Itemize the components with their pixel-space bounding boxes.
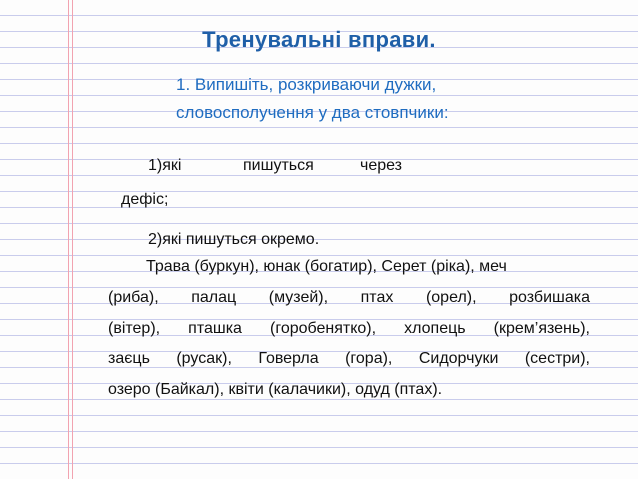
item-1-word: пишуться	[243, 157, 314, 174]
margin-line	[68, 0, 69, 479]
exercise-line: (риба), палац (музей), птах (орел), розбишака	[108, 289, 590, 306]
margin-line	[72, 0, 73, 479]
item-1-continuation: дефіс;	[121, 191, 169, 208]
task-line-2: словосполучення у два стовпчики:	[176, 103, 449, 122]
exercise-line: Трава (буркун), юнак (богатир), Серет (ріка), меч	[146, 258, 507, 275]
task-line-1: 1. Випишіть, розкриваючи дужки,	[176, 75, 437, 94]
page-title: Тренувальні вправи.	[202, 27, 436, 52]
exercise-line: озеро (Байкал), квіти (калачики), одуд (птах).	[108, 381, 443, 398]
item-1-word: через	[360, 157, 403, 174]
exercise-line: заєць (русак), Говерла (гора), Сидорчуки (сестри),	[108, 350, 590, 367]
task-instruction	[176, 71, 449, 127]
exercise-line: (вітер), пташка (горобенятко), хлопець (крем’язень),	[108, 320, 590, 337]
item-1-number: 1)які	[148, 157, 182, 174]
item-2: 2)які пишуться окремо.	[148, 231, 320, 248]
